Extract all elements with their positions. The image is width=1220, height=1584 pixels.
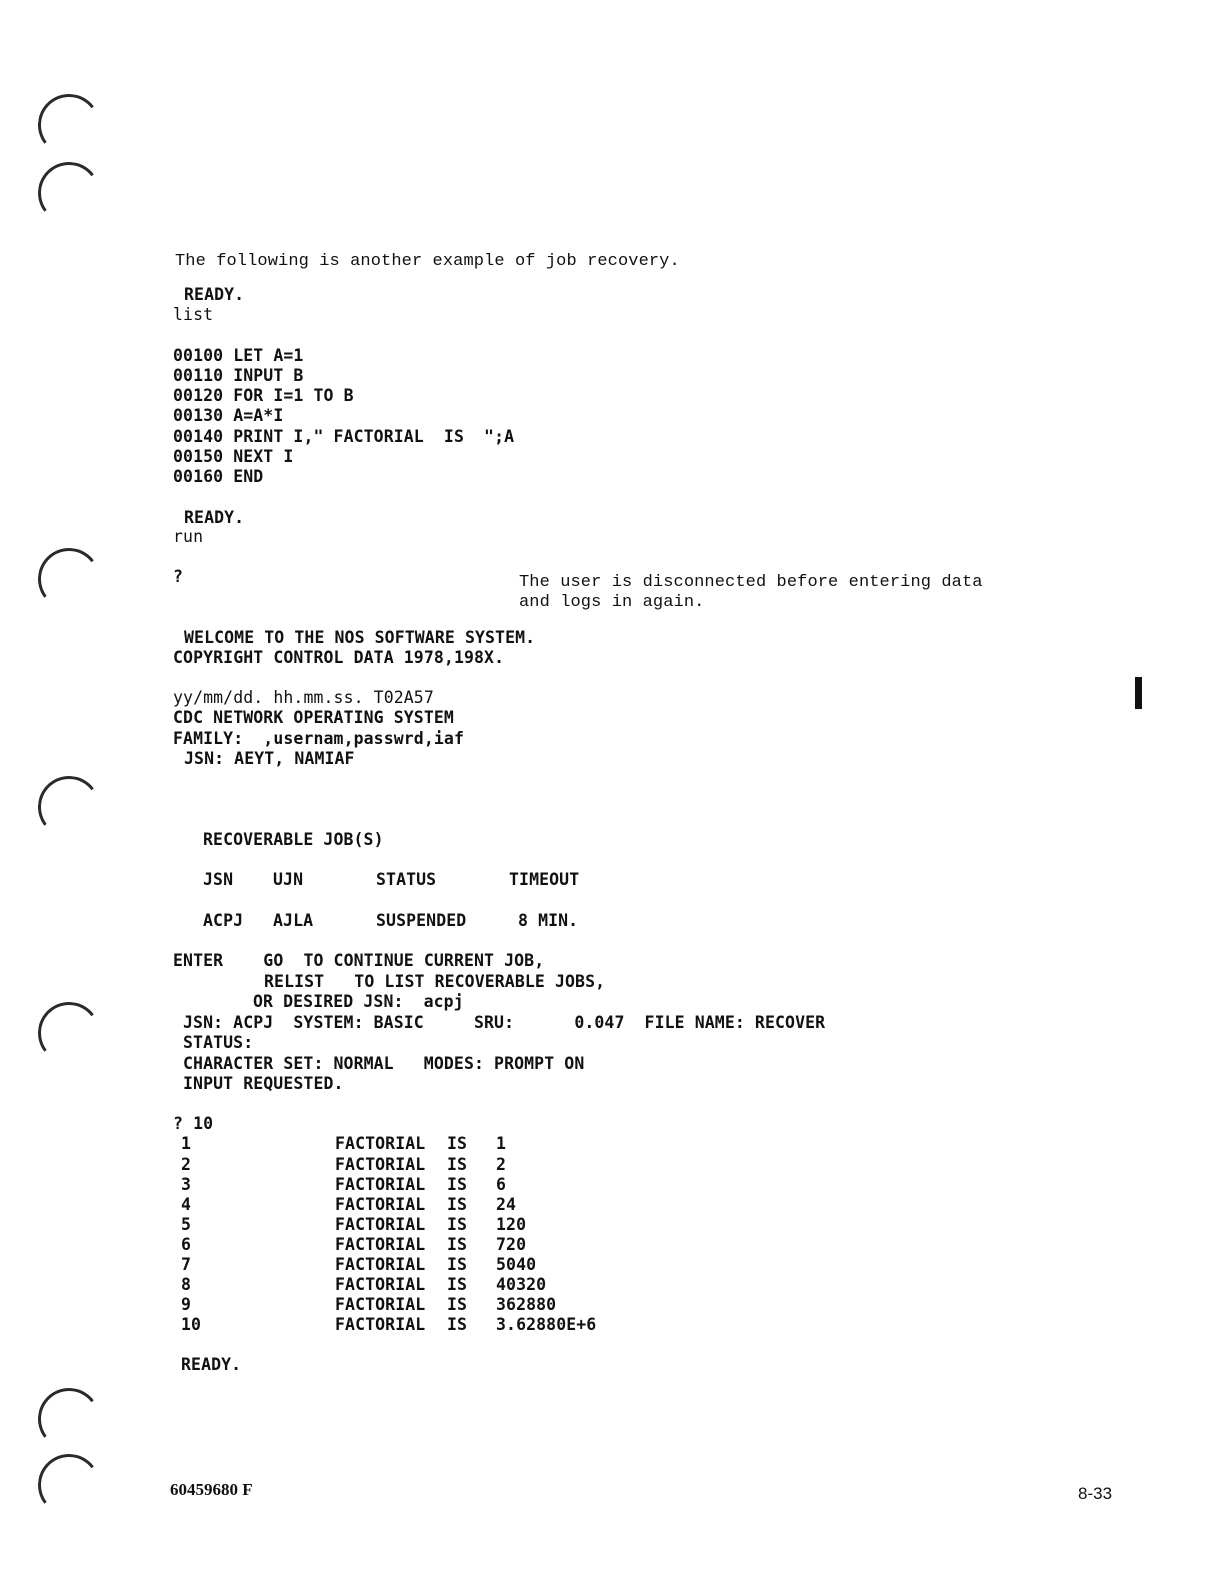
result-is: IS (447, 1315, 468, 1334)
command-run: run (173, 527, 204, 546)
result-value: 1 (496, 1134, 507, 1153)
page-number: 8-33 (1078, 1484, 1113, 1503)
result-n: 10 (181, 1315, 202, 1334)
result-n: 2 (181, 1155, 192, 1174)
jsn-line: JSN: AEYT, NAMIAF (184, 749, 355, 768)
jobs-row-ujn: AJLA (273, 911, 314, 930)
program-line: 00110 INPUT B (173, 366, 304, 385)
result-value: 24 (496, 1195, 517, 1214)
result-is: IS (447, 1255, 468, 1274)
result-value: 2 (496, 1155, 507, 1174)
punch-hole-mark (34, 772, 104, 842)
jobs-header-timeout: TIMEOUT (509, 870, 580, 889)
result-label: FACTORIAL (335, 1155, 426, 1174)
result-n: 4 (181, 1195, 192, 1214)
date-line: yy/mm/dd. hh.mm.ss. T02A57 (173, 688, 434, 707)
program-line: 00160 END (173, 467, 264, 486)
result-label: FACTORIAL (335, 1195, 426, 1214)
result-value: 5040 (496, 1255, 537, 1274)
result-label: FACTORIAL (335, 1295, 426, 1314)
result-value: 3.62880E+6 (496, 1315, 597, 1334)
result-is: IS (447, 1295, 468, 1314)
input-prompt: ? (173, 567, 184, 586)
result-n: 1 (181, 1134, 192, 1153)
jobs-row-status: SUSPENDED (376, 911, 467, 930)
result-value: 720 (496, 1235, 527, 1254)
jobs-header-jsn: JSN (203, 870, 234, 889)
result-n: 5 (181, 1215, 192, 1234)
result-label: FACTORIAL (335, 1315, 426, 1334)
result-is: IS (447, 1275, 468, 1294)
jobs-row-jsn: ACPJ (203, 911, 244, 930)
result-n: 9 (181, 1295, 192, 1314)
result-n: 7 (181, 1255, 192, 1274)
change-bar (1135, 677, 1142, 709)
input-requested: INPUT REQUESTED. (183, 1074, 344, 1093)
punch-hole-mark (34, 90, 104, 160)
result-label: FACTORIAL (335, 1255, 426, 1274)
input-answer: ? 10 (173, 1114, 214, 1133)
result-is: IS (447, 1195, 468, 1214)
enter-options: ENTER GO TO CONTINUE CURRENT JOB, (173, 951, 545, 970)
jobs-row-timeout: 8 MIN. (518, 911, 579, 930)
result-is: IS (447, 1215, 468, 1234)
program-line: 00130 A=A*I (173, 406, 284, 425)
result-n: 8 (181, 1275, 192, 1294)
punch-hole-mark (34, 158, 104, 228)
family-login: FAMILY: ,usernam,passwrd,iaf (173, 729, 464, 748)
result-label: FACTORIAL (335, 1175, 426, 1194)
welcome-banner: WELCOME TO THE NOS SOFTWARE SYSTEM. (184, 628, 536, 647)
result-is: IS (447, 1235, 468, 1254)
jobs-header-status: STATUS (376, 870, 437, 889)
document-number: 60459680 F (170, 1480, 253, 1499)
result-is: IS (447, 1134, 468, 1153)
result-n: 6 (181, 1235, 192, 1254)
command-list: list (173, 305, 214, 324)
result-value: 362880 (496, 1295, 557, 1314)
job-info: JSN: ACPJ SYSTEM: BASIC SRU: 0.047 FILE NAME: RECOVER (183, 1013, 826, 1032)
recoverable-title: RECOVERABLE JOB(S) (203, 830, 384, 849)
result-value: 6 (496, 1175, 507, 1194)
result-label: FACTORIAL (335, 1275, 426, 1294)
punch-hole-mark (34, 544, 104, 614)
result-n: 3 (181, 1175, 192, 1194)
intro-text: The following is another example of job recovery. (175, 252, 680, 271)
punch-hole-mark (34, 1384, 104, 1454)
result-label: FACTORIAL (335, 1235, 426, 1254)
result-value: 120 (496, 1215, 527, 1234)
copyright-line: COPYRIGHT CONTROL DATA 1978,198X. (173, 648, 505, 667)
annotation-note: The user is disconnected before entering data (519, 573, 983, 592)
annotation-note: and logs in again. (519, 593, 705, 612)
os-name: CDC NETWORK OPERATING SYSTEM (173, 708, 454, 727)
program-line: 00140 PRINT I," FACTORIAL IS ";A (173, 427, 515, 446)
result-label: FACTORIAL (335, 1134, 426, 1153)
program-line: 00100 LET A=1 (173, 346, 304, 365)
status-label: STATUS: (183, 1033, 254, 1052)
punch-hole-mark (34, 1450, 104, 1520)
enter-options: OR DESIRED JSN: acpj (253, 992, 464, 1011)
program-line: 00150 NEXT I (173, 447, 294, 466)
ready-prompt: READY. (181, 1355, 242, 1374)
result-value: 40320 (496, 1275, 547, 1294)
punch-hole-mark (34, 998, 104, 1068)
ready-prompt: READY. (184, 285, 245, 304)
ready-prompt: READY. (184, 508, 245, 527)
charset-line: CHARACTER SET: NORMAL MODES: PROMPT ON (183, 1054, 585, 1073)
jobs-header-ujn: UJN (273, 870, 304, 889)
enter-options: RELIST TO LIST RECOVERABLE JOBS, (264, 972, 606, 991)
result-label: FACTORIAL (335, 1215, 426, 1234)
result-is: IS (447, 1175, 468, 1194)
program-line: 00120 FOR I=1 TO B (173, 386, 354, 405)
result-is: IS (447, 1155, 468, 1174)
